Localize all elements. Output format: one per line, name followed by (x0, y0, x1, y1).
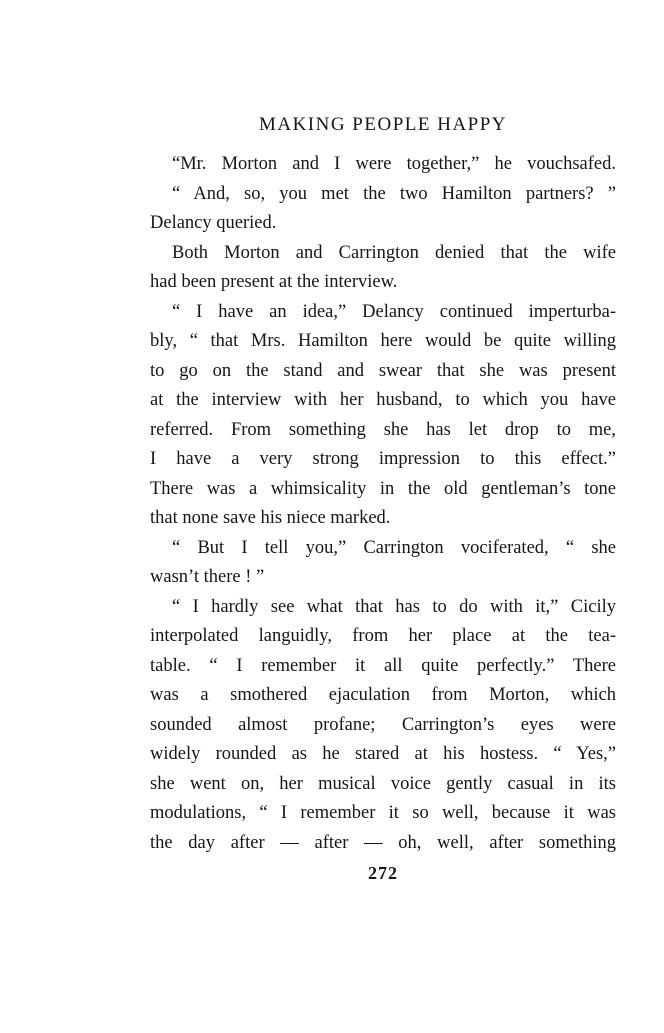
text-line: to go on the stand and swear that she was present (150, 360, 616, 381)
text-line: “Mr. Morton and I were together,” he vouchsafed. (172, 154, 616, 174)
text-line: Both Morton and Carrington denied that the wife (172, 242, 616, 263)
text-line: that none save his niece marked. (150, 508, 391, 528)
text-line: table. “ I remember it all quite perfectly.” There (150, 655, 616, 676)
text-line: the day after — after — oh, well, after something (150, 832, 616, 853)
text-line: “ And, so, you met the two Hamilton partners? ” (172, 183, 616, 204)
text-line: “ But I tell you,” Carrington vociferated, “ she (172, 537, 616, 558)
text-line: There was a whimsicality in the old gentleman’s tone (150, 478, 616, 499)
text-line: she went on, her musical voice gently casual in its (150, 773, 616, 794)
text-line: sounded almost profane; Carrington’s eyes were (150, 714, 616, 735)
text-line: “ I have an idea,” Delancy continued imperturba- (172, 301, 616, 322)
text-line: was a smothered ejaculation from Morton, which (150, 685, 616, 705)
text-line: modulations, “ I remember it so well, because it was (150, 803, 616, 823)
page-body (150, 150, 616, 858)
text-line: referred. From something she has let drop to me, (150, 419, 616, 440)
text-line: bly, “ that Mrs. Hamilton here would be quite willing (150, 331, 616, 351)
text-line: interpolated languidly, from her place at the tea- (150, 626, 616, 646)
text-line: Delancy queried. (150, 213, 277, 233)
text-line: “ I hardly see what that has to do with it,” Cicily (172, 596, 616, 617)
text-line: widely rounded as he stared at his hostess. “ Yes,” (150, 744, 616, 764)
text-line: had been present at the interview. (150, 272, 398, 292)
running-head: MAKING PEOPLE HAPPY (258, 114, 508, 135)
text-line: I have a very strong impression to this effect.” (150, 449, 616, 469)
page-number: 272 (368, 863, 398, 883)
text-line: at the interview with her husband, to which you have (150, 390, 616, 410)
text-line: wasn’t there ! ” (150, 567, 265, 587)
